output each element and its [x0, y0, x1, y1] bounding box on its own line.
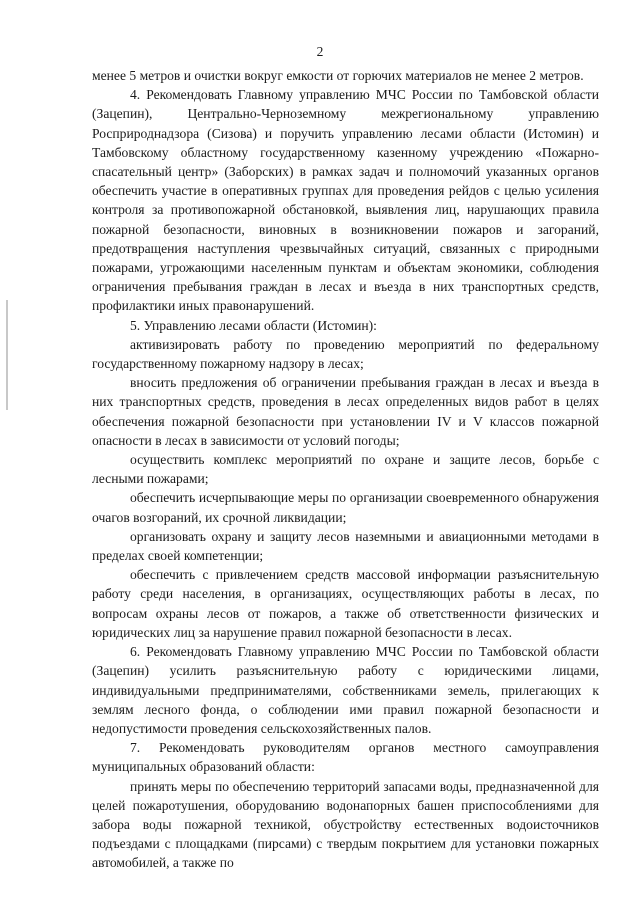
paragraph: 4. Рекомендовать Главному управлению МЧС России по Тамбовской области (Зацепин), Центрально-Черноземному межрегиональному управлению Росприроднадзора (Сизова) и поручить управлению лесами области (Истомин) и Тамбовскому областному государственному казенному учреждению «Пожарно-спасательный центр» (Заборских) в рамках задач и полномочий указанных органов обеспечить участие в оперативных группах для проведения рейдов с целью усиления контроля за противопожарной обстановкой, выявления лиц, нарушающих правила пожарной безопасности, виновных в возникновении пожаров и загораний, предотвращения наступления чрезвычайных ситуаций, связанных с природными пожарами, угрожающими населенным пунктам и объектам экономики, соблюдения ограничения пребывания граждан в лесах и въезда в них транспортных средств, профилактики иных правонарушений. [92, 87, 599, 314]
paragraph: 7. Рекомендовать руководителям органов местного самоуправления муниципальных образований области: [92, 740, 599, 775]
paragraph: активизировать работу по проведению мероприятий по федеральному государственному пожарному надзору в лесах; [92, 336, 599, 372]
paragraph: принять меры по обеспечению территорий запасами воды, предназначенной для целей пожаротушения, оборудованию водонапорных башен приспособлениями для забора воды пожарной техникой, обустройству естественных водоисточников подъездами с площадками (пирсами) с твердым покрытием для установки пожарных автомобилей, а также по [92, 778, 599, 871]
paragraph: вносить предложения об ограничении пребывания граждан в лесах и въезда в них транспортных средств, проведения в лесах определенных видов работ в целях обеспечения пожарной безопасности при установлении IV и V классов пожарной опасности в лесах в зависимости от условий погоды; [92, 375, 599, 448]
paragraph: обеспечить исчерпывающие меры по организации своевременного обнаружения очагов возгораний, их срочной ликвидации; [92, 490, 599, 525]
paragraph: осуществить комплекс мероприятий по охране и защите лесов, борьбе с лесными пожарами; [92, 452, 599, 487]
paragraph: обеспечить с привлечением средств массовой информации разъяснительную работу среди населения, в организациях, осуществляющих работы в лесах, по вопросам охраны лесов от пожаров, а также об ответственности физических и юридических лиц за нарушение правил пожарной безопасности в лесах. [92, 567, 599, 640]
paragraph: 5. Управлению лесами области (Истомин): [130, 317, 377, 333]
page-number: 2 [316, 44, 324, 59]
document-body [92, 66, 599, 873]
paragraph: организовать охрану и защиту лесов наземными и авиационными методами в пределах своей компетенции; [92, 528, 599, 564]
paragraph: 6. Рекомендовать Главному управлению МЧС России по Тамбовской области (Зацепин) усилить разъяснительную работу с юридическими лицами, индивидуальными предпринимателями, собственниками земель, прилегающих к землям лесного фонда, о соблюдении ими правил пожарной безопасности и недопустимости проведения сельскохозяйственных палов. [92, 644, 599, 736]
paragraph: менее 5 метров и очистки вокруг емкости от горючих материалов не менее 2 метров. [92, 68, 584, 83]
scan-edge-mark [6, 300, 8, 410]
